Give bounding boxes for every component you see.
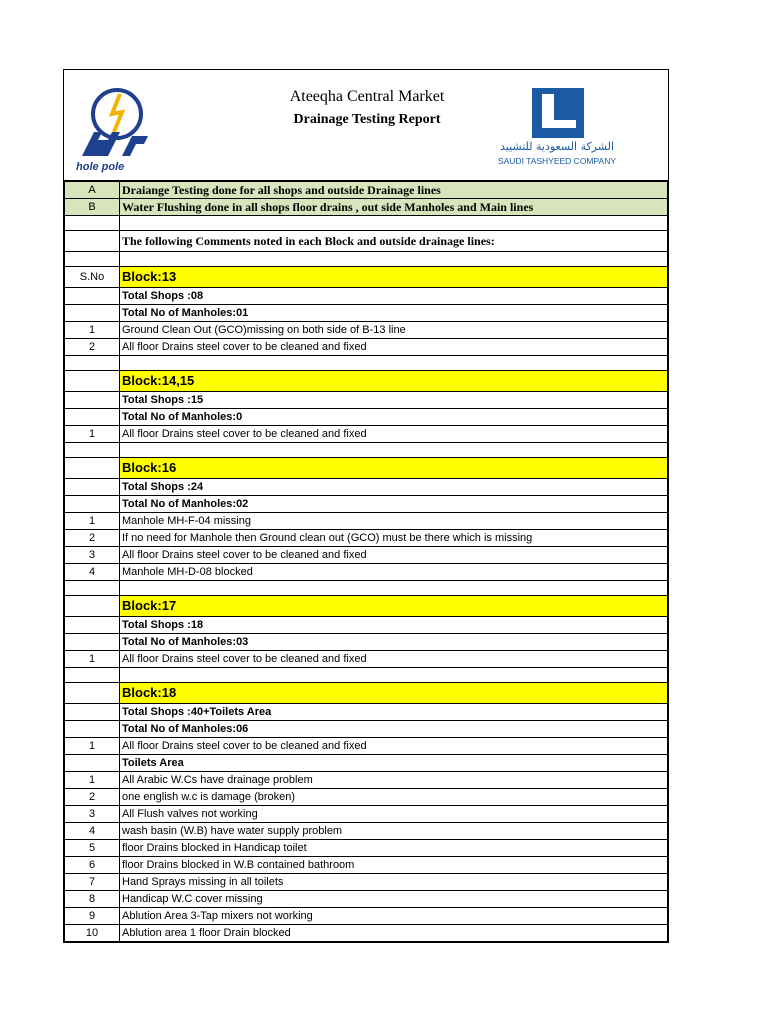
- description-cell: [120, 581, 668, 596]
- comment-row: [65, 231, 668, 252]
- block-header-row: [65, 683, 668, 704]
- description-cell: Total Shops :40+Toilets Area: [120, 704, 668, 721]
- subheading-row: [65, 617, 668, 634]
- report-title: Ateeqha Central Market: [289, 88, 445, 105]
- description-cell: Block:17: [120, 596, 668, 617]
- serial-number-cell: 3: [65, 547, 120, 564]
- subheading-row: [65, 634, 668, 651]
- serial-number-cell: [65, 443, 120, 458]
- logo-right-arabic: الشركة السعودية للتشييد: [499, 140, 615, 153]
- table-row: [65, 322, 668, 339]
- description-cell: All floor Drains steel cover to be cleaned and fixed: [120, 426, 668, 443]
- description-cell: Total No of Manholes:01: [120, 305, 668, 322]
- serial-number-cell: 8: [65, 891, 120, 908]
- spacer-row: [65, 581, 668, 596]
- serial-number-cell: 1: [65, 426, 120, 443]
- serial-number-cell: [65, 252, 120, 267]
- subheading-row: [65, 305, 668, 322]
- subheading-row: [65, 755, 668, 772]
- spacer-row: [65, 216, 668, 231]
- description-cell: All floor Drains steel cover to be cleaned and fixed: [120, 738, 668, 755]
- table-row: [65, 426, 668, 443]
- description-cell: Toilets Area: [120, 755, 668, 772]
- description-cell: All floor Drains steel cover to be cleaned and fixed: [120, 547, 668, 564]
- serial-number-cell: 2: [65, 789, 120, 806]
- spacer-row: [65, 668, 668, 683]
- subheading-row: [65, 392, 668, 409]
- serial-number-cell: 10: [65, 925, 120, 942]
- table-row: [65, 840, 668, 857]
- subheading-row: [65, 479, 668, 496]
- serial-number-cell: 9: [65, 908, 120, 925]
- report-table: [64, 181, 668, 942]
- serial-number-cell: [65, 721, 120, 738]
- description-cell: [120, 356, 668, 371]
- serial-number-cell: [65, 216, 120, 231]
- serial-number-cell: [65, 409, 120, 426]
- table-row: [65, 738, 668, 755]
- serial-number-cell: [65, 704, 120, 721]
- serial-number-cell: A: [65, 182, 120, 199]
- serial-number-cell: 1: [65, 322, 120, 339]
- description-cell: Hand Sprays missing in all toilets: [120, 874, 668, 891]
- description-cell: Ablution area 1 floor Drain blocked: [120, 925, 668, 942]
- description-cell: Block:16: [120, 458, 668, 479]
- serial-number-cell: [65, 596, 120, 617]
- spacer-row: [65, 443, 668, 458]
- block-header-row: [65, 596, 668, 617]
- logo-left-text: hole pole: [76, 161, 125, 173]
- serial-number-cell: [65, 479, 120, 496]
- table-row: [65, 857, 668, 874]
- description-cell: Total No of Manholes:06: [120, 721, 668, 738]
- serial-number-cell: 4: [65, 823, 120, 840]
- table-row: [65, 530, 668, 547]
- description-cell: wash basin (W.B) have water supply problem: [120, 823, 668, 840]
- serial-number-cell: [65, 496, 120, 513]
- serial-number-cell: 2: [65, 530, 120, 547]
- serial-number-cell: 1: [65, 772, 120, 789]
- table-row: [65, 651, 668, 668]
- table-row: [65, 874, 668, 891]
- serial-number-cell: 3: [65, 806, 120, 823]
- description-cell: Ablution Area 3-Tap mixers not working: [120, 908, 668, 925]
- table-row: [65, 339, 668, 356]
- spacer-row: [65, 252, 668, 267]
- serial-number-cell: [65, 581, 120, 596]
- spacer-row: [65, 356, 668, 371]
- subheading-row: [65, 704, 668, 721]
- description-cell: floor Drains blocked in W.B contained bathroom: [120, 857, 668, 874]
- logo-right-english: SAUDI TASHYEED COMPANY: [497, 156, 617, 166]
- serial-number-cell: 7: [65, 874, 120, 891]
- subheading-row: [65, 496, 668, 513]
- serial-number-cell: [65, 634, 120, 651]
- description-cell: Total No of Manholes:0: [120, 409, 668, 426]
- table-row: [65, 823, 668, 840]
- description-cell: [120, 668, 668, 683]
- report-subtitle: Drainage Testing Report: [293, 112, 441, 127]
- table-row: [65, 564, 668, 581]
- report-sheet: [63, 69, 669, 943]
- serial-number-cell: [65, 356, 120, 371]
- table-row: [65, 908, 668, 925]
- subheading-row: [65, 721, 668, 738]
- description-cell: Total No of Manholes:02: [120, 496, 668, 513]
- description-cell: one english w.c is damage (broken): [120, 789, 668, 806]
- description-cell: [120, 252, 668, 267]
- description-cell: Block:13: [120, 267, 668, 288]
- description-cell: Manhole MH-D-08 blocked: [120, 564, 668, 581]
- description-cell: [120, 216, 668, 231]
- description-cell: Draiange Testing done for all shops and outside Drainage lines: [120, 182, 668, 199]
- serial-number-cell: [65, 231, 120, 252]
- block-header-row: [65, 458, 668, 479]
- report-header: [64, 70, 668, 181]
- table-row: [65, 925, 668, 942]
- serial-number-cell: 1: [65, 651, 120, 668]
- description-cell: Block:14,15: [120, 371, 668, 392]
- serial-number-cell: B: [65, 199, 120, 216]
- description-cell: All Arabic W.Cs have drainage problem: [120, 772, 668, 789]
- description-cell: Block:18: [120, 683, 668, 704]
- description-cell: Total No of Manholes:03: [120, 634, 668, 651]
- serial-number-cell: [65, 458, 120, 479]
- description-cell: All floor Drains steel cover to be cleaned and fixed: [120, 339, 668, 356]
- table-row: [65, 547, 668, 564]
- table-row: [65, 806, 668, 823]
- summary-row: [65, 199, 668, 216]
- serial-number-cell: [65, 617, 120, 634]
- serial-number-cell: [65, 683, 120, 704]
- serial-number-cell: 4: [65, 564, 120, 581]
- serial-number-cell: [65, 371, 120, 392]
- table-row: [65, 513, 668, 530]
- description-cell: Total Shops :18: [120, 617, 668, 634]
- table-row: [65, 891, 668, 908]
- serial-number-cell: [65, 392, 120, 409]
- subheading-row: [65, 288, 668, 305]
- description-cell: [120, 443, 668, 458]
- description-cell: The following Comments noted in each Block and outside drainage lines:: [120, 231, 668, 252]
- description-cell: floor Drains blocked in Handicap toilet: [120, 840, 668, 857]
- serial-number-cell: [65, 668, 120, 683]
- description-cell: Ground Clean Out (GCO)missing on both side of B-13 line: [120, 322, 668, 339]
- description-cell: Total Shops :15: [120, 392, 668, 409]
- description-cell: All Flush valves not working: [120, 806, 668, 823]
- serial-number-cell: 1: [65, 513, 120, 530]
- serial-number-cell: 5: [65, 840, 120, 857]
- serial-number-cell: [65, 288, 120, 305]
- description-cell: Total Shops :24: [120, 479, 668, 496]
- serial-number-cell: 2: [65, 339, 120, 356]
- description-cell: Handicap W.C cover missing: [120, 891, 668, 908]
- subheading-row: [65, 409, 668, 426]
- serial-number-cell: S.No: [65, 267, 120, 288]
- table-row: [65, 772, 668, 789]
- serial-number-cell: 1: [65, 738, 120, 755]
- serial-number-cell: [65, 305, 120, 322]
- summary-row: [65, 182, 668, 199]
- description-cell: Water Flushing done in all shops floor drains , out side Manholes and Main lines: [120, 199, 668, 216]
- description-cell: Total Shops :08: [120, 288, 668, 305]
- description-cell: All floor Drains steel cover to be cleaned and fixed: [120, 651, 668, 668]
- serial-number-cell: 6: [65, 857, 120, 874]
- serial-number-cell: [65, 755, 120, 772]
- block-header-row: [65, 371, 668, 392]
- table-row: [65, 789, 668, 806]
- saudi-tashyeed-logo: [484, 84, 630, 174]
- report-rows: [65, 182, 668, 942]
- description-cell: Manhole MH-F-04 missing: [120, 513, 668, 530]
- block-header-row: [65, 267, 668, 288]
- description-cell: If no need for Manhole then Ground clean out (GCO) must be there which is missing: [120, 530, 668, 547]
